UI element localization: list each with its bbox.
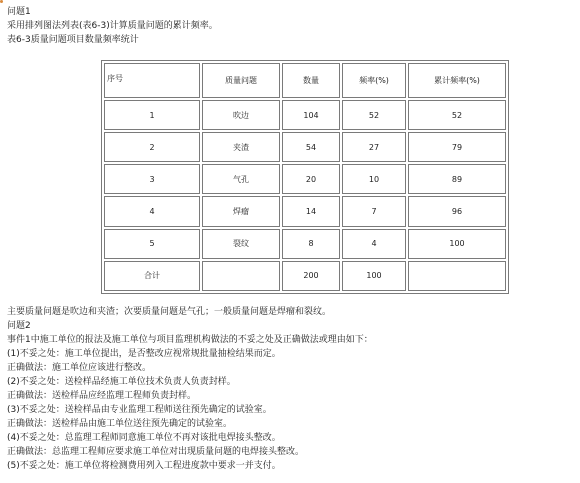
frequency-table bbox=[101, 60, 509, 294]
header-count: 数量 bbox=[282, 63, 340, 98]
cell-problem: 裂纹 bbox=[202, 229, 280, 259]
cell-problem: 吹边 bbox=[202, 100, 280, 130]
answer-line: (3)不妥之处：送检样品由专业监理工程师送往预先确定的试验室。 bbox=[7, 405, 272, 415]
cell-seq: 2 bbox=[104, 132, 200, 162]
cell-freq: 10 bbox=[342, 164, 406, 194]
cell-cum-freq: 79 bbox=[408, 132, 506, 162]
cell-freq: 52 bbox=[342, 100, 406, 130]
cell-cum-freq: 96 bbox=[408, 196, 506, 226]
cell-count: 14 bbox=[282, 196, 340, 226]
header-cum-freq: 累计频率(%) bbox=[408, 63, 506, 98]
table-row bbox=[104, 132, 506, 162]
total-cum-freq bbox=[408, 261, 506, 291]
cell-problem: 气孔 bbox=[202, 164, 280, 194]
cell-seq: 1 bbox=[104, 100, 200, 130]
total-label: 合计 bbox=[104, 261, 200, 291]
cell-count: 104 bbox=[282, 100, 340, 130]
answer-line: (5)不妥之处：施工单位将检测费用列入工程进度款中要求一并支付。 bbox=[7, 461, 281, 471]
table-caption: 表6-3质量问题项目数量频率统计 bbox=[7, 35, 139, 45]
table-row bbox=[104, 229, 506, 259]
cell-problem: 焊瘤 bbox=[202, 196, 280, 226]
header-freq: 频率(%) bbox=[342, 63, 406, 98]
heading-question-2: 问题2 bbox=[7, 321, 31, 331]
cell-count: 54 bbox=[282, 132, 340, 162]
cell-problem: 夹渣 bbox=[202, 132, 280, 162]
cell-count: 20 bbox=[282, 164, 340, 194]
header-seq: 序号 bbox=[104, 63, 200, 98]
intro-text: 采用排列图法列表(表6-3)计算质量问题的累计频率。 bbox=[7, 21, 218, 31]
table-total-row bbox=[104, 261, 506, 291]
cell-seq: 3 bbox=[104, 164, 200, 194]
total-problem bbox=[202, 261, 280, 291]
cell-freq: 7 bbox=[342, 196, 406, 226]
cell-count: 8 bbox=[282, 229, 340, 259]
heading-question-1: 问题1 bbox=[7, 7, 31, 17]
answer-line: 正确做法：施工单位应该进行整改。 bbox=[7, 363, 152, 373]
table-row bbox=[104, 196, 506, 226]
answer-line: 正确做法：送检样品由施工单位送往预先确定的试验室。 bbox=[7, 419, 233, 429]
table-row bbox=[104, 100, 506, 130]
table-row bbox=[104, 164, 506, 194]
cell-cum-freq: 52 bbox=[408, 100, 506, 130]
answer-line: 正确做法：送检样品应经监理工程师负责封样。 bbox=[7, 391, 197, 401]
header-problem: 质量问题 bbox=[202, 63, 280, 98]
total-count: 200 bbox=[282, 261, 340, 291]
answer-line: (1)不妥之处：施工单位提出，是否整改应视常规批量抽检结果而定。 bbox=[7, 349, 281, 359]
corner-marker bbox=[0, 0, 3, 3]
cell-seq: 4 bbox=[104, 196, 200, 226]
table-header-row bbox=[104, 63, 506, 98]
answer-line: 正确做法：总监理工程师应要求施工单位对出现质量问题的电焊接头整改。 bbox=[7, 447, 305, 457]
total-freq: 100 bbox=[342, 261, 406, 291]
cell-cum-freq: 100 bbox=[408, 229, 506, 259]
answer-line: (4)不妥之处：总监理工程师同意施工单位不再对该批电焊接头整改。 bbox=[7, 433, 281, 443]
cell-seq: 5 bbox=[104, 229, 200, 259]
cell-cum-freq: 89 bbox=[408, 164, 506, 194]
cell-freq: 27 bbox=[342, 132, 406, 162]
summary-text: 主要质量问题是吹边和夹渣；次要质量问题是气孔；一般质量问题是焊瘤和裂纹。 bbox=[7, 307, 332, 317]
answer-line: 事件1中施工单位的报法及施工单位与项目监理机构做法的不妥之处及正确做法或理由如下： bbox=[7, 335, 373, 345]
answer-line: (2)不妥之处：送检样品经施工单位技术负责人负责封样。 bbox=[7, 377, 236, 387]
cell-freq: 4 bbox=[342, 229, 406, 259]
